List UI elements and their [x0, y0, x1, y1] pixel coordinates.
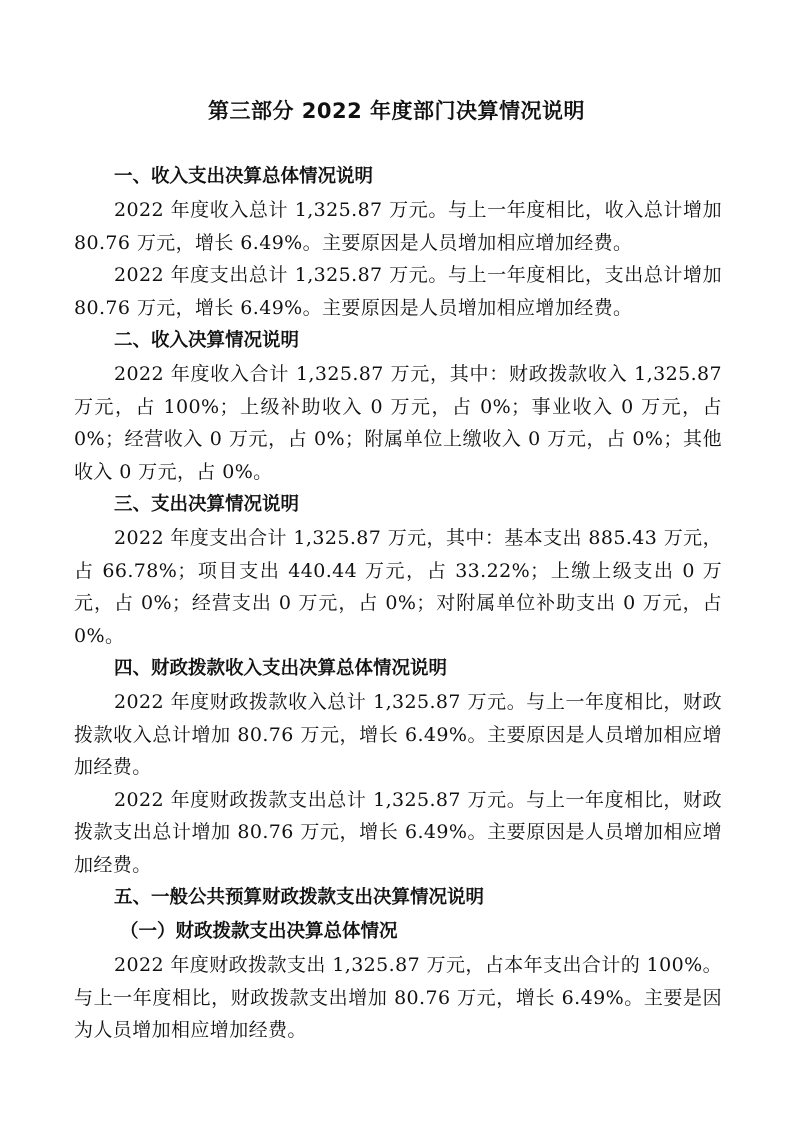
- paragraph: 2022 年度财政拨款支出总计 1,325.87 万元。与上一年度相比，财政拨款支出总计增加 80.76 万元，增长 6.49%。主要原因是人员增加相应增加经费。: [74, 788, 722, 876]
- section-heading: 三、支出决算情况说明: [114, 494, 300, 515]
- section-2: [74, 324, 722, 488]
- paragraph: 2022 年度收入合计 1,325.87 万元，其中：财政拨款收入 1,325.87 万元，占 100%；上级补助收入 0 万元，占 0%；事业收入 0 万元，占 0%；经营收入 0 万元，占 0%；附属单位上缴收入 0 万元，占 0%；其他收入 0 万元，占 0%。: [74, 363, 722, 483]
- section-heading: 二、收入决算情况说明: [114, 330, 300, 351]
- paragraph: 2022 年度财政拨款收入总计 1,325.87 万元。与上一年度相比，财政拨款收入总计增加 80.76 万元，增长 6.49%。主要原因是人员增加相应增加经费。: [74, 691, 722, 778]
- section-heading: 一、收入支出决算总体情况说明: [114, 166, 374, 187]
- section-5: [74, 881, 722, 1047]
- section-subheading: （一）财政拨款支出决算总体情况: [120, 921, 398, 942]
- section-3: [74, 488, 722, 652]
- paragraph: 2022 年度收入总计 1,325.87 万元。与上一年度相比，收入总计增加 80.76 万元，增长 6.49%。主要原因是人员增加相应增加经费。: [74, 199, 722, 254]
- section-1: [74, 160, 722, 324]
- paragraph: 2022 年度支出总计 1,325.87 万元。与上一年度相比，支出总计增加 80.76 万元，增长 6.49%。主要原因是人员增加相应增加经费。: [74, 264, 722, 319]
- section-heading: 五、一般公共预算财政拨款支出决算情况说明: [114, 887, 485, 908]
- page-title: 第三部分 2022 年度部门决算情况说明: [207, 99, 586, 123]
- section-4: [74, 652, 722, 881]
- paragraph: 2022 年度支出合计 1,325.87 万元，其中：基本支出 885.43 万元，占 66.78%；项目支出 440.44 万元，占 33.22%；上缴上级支出 0 万元，占 0%；经营支出 0 万元，占 0%；对附属单位补助支出 0 万元，占 0%。: [74, 527, 722, 647]
- section-heading: 四、财政拨款收入支出决算总体情况说明: [114, 658, 448, 679]
- paragraph: 2022 年度财政拨款支出 1,325.87 万元，占本年支出合计的 100%。与上一年度相比，财政拨款支出增加 80.76 万元，增长 6.49%。主要是因为人员增加相应增加经费。: [74, 954, 722, 1041]
- document-body: [74, 160, 722, 1047]
